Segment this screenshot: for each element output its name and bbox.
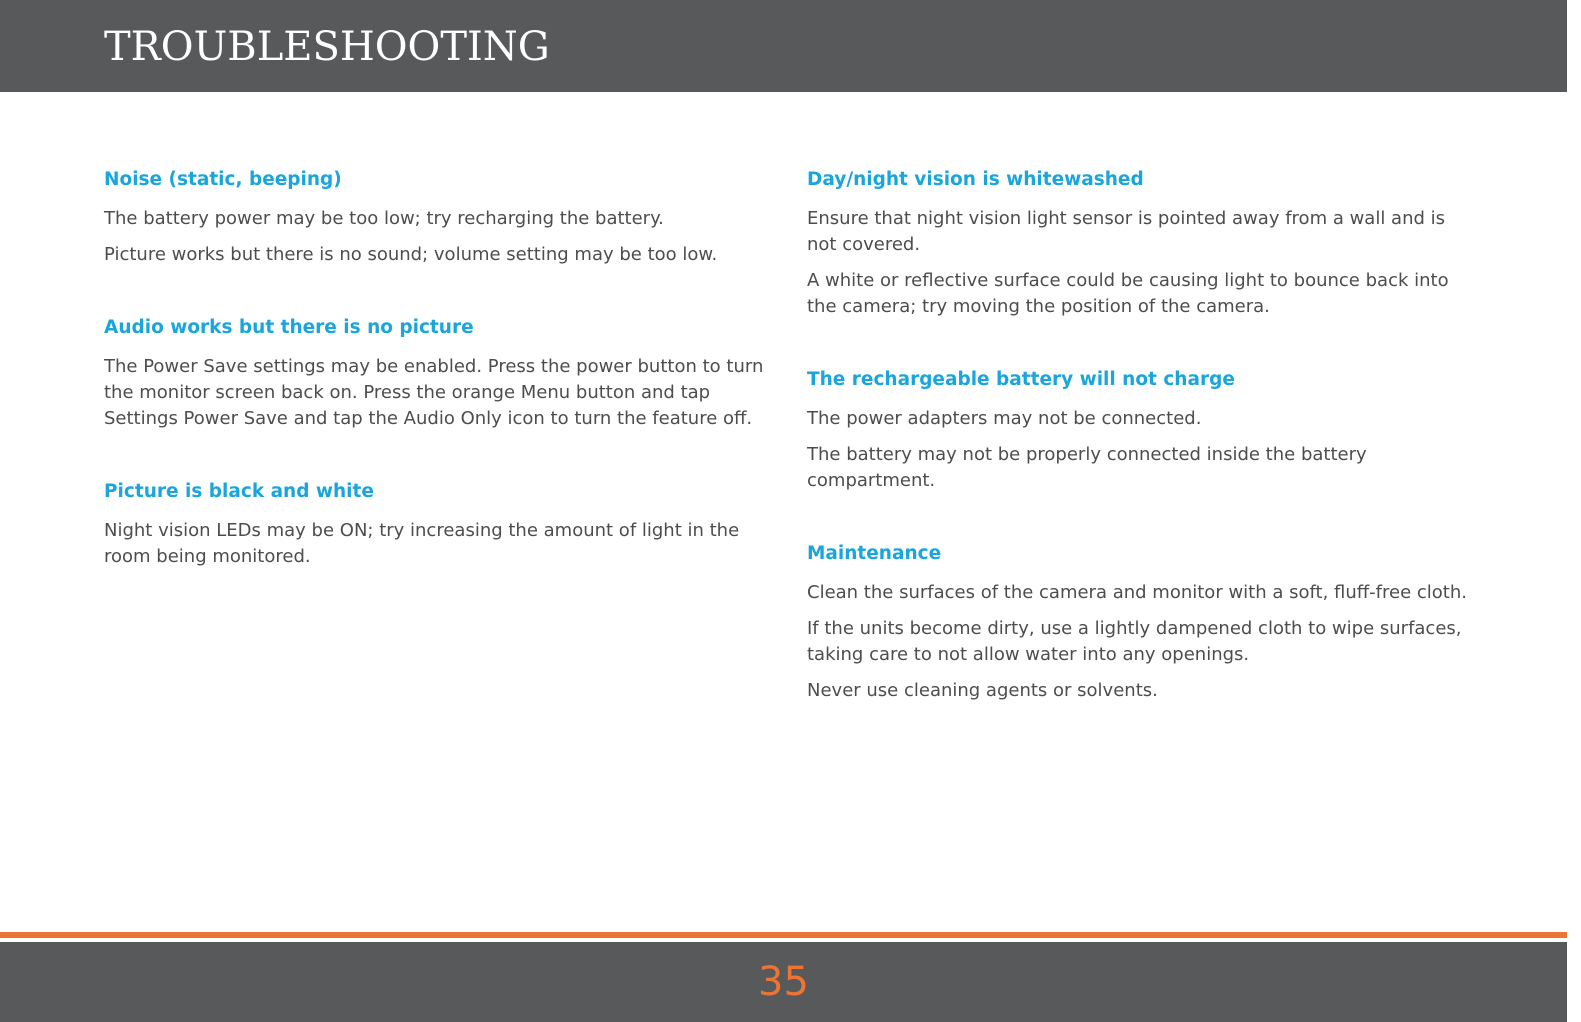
page-number: 35 bbox=[758, 959, 809, 1005]
section-heading: Noise (static, beeping) bbox=[104, 169, 342, 190]
section-heading: Day/night vision is whitewashed bbox=[807, 169, 1144, 190]
section-paragraph: Picture works but there is no sound; volume setting may be too low. bbox=[104, 244, 718, 265]
section-heading: Picture is black and white bbox=[104, 481, 374, 502]
right-column bbox=[807, 166, 1472, 750]
left-column bbox=[104, 166, 766, 616]
section-noise bbox=[104, 166, 766, 268]
section-paragraph: The Power Save settings may be enabled. Press the power button to turn the monitor screen back on. Press the orange Menu button and tap Settings Power Save and tap the Audio Only icon to turn the feature off. bbox=[104, 356, 764, 429]
section-paragraph: Never use cleaning agents or solvents. bbox=[807, 680, 1158, 701]
section-black-white bbox=[104, 478, 766, 570]
section-heading: Audio works but there is no picture bbox=[104, 317, 474, 338]
section-heading: Maintenance bbox=[807, 543, 942, 564]
section-battery-charge bbox=[807, 366, 1472, 494]
section-no-picture bbox=[104, 314, 766, 432]
section-paragraph: A white or reflective surface could be causing light to bounce back into the camera; try moving the position of the camera. bbox=[807, 270, 1449, 317]
page-title: TROUBLESHOOTING bbox=[104, 24, 550, 70]
section-heading: The rechargeable battery will not charge bbox=[807, 369, 1235, 390]
section-paragraph: If the units become dirty, use a lightly dampened cloth to wipe surfaces, taking care to not allow water into any openings. bbox=[807, 618, 1462, 665]
section-maintenance bbox=[807, 540, 1472, 704]
section-paragraph: Ensure that night vision light sensor is pointed away from a wall and is not covered. bbox=[807, 208, 1446, 255]
section-paragraph: The power adapters may not be connected. bbox=[807, 408, 1202, 429]
section-whitewashed bbox=[807, 166, 1472, 320]
section-paragraph: The battery may not be properly connected inside the battery compartment. bbox=[807, 444, 1367, 491]
section-paragraph: Clean the surfaces of the camera and monitor with a soft, fluff-free cloth. bbox=[807, 582, 1467, 603]
page-footer bbox=[0, 942, 1567, 1022]
section-paragraph: Night vision LEDs may be ON; try increasing the amount of light in the room being monitored. bbox=[104, 520, 740, 567]
page-header bbox=[0, 0, 1567, 92]
section-paragraph: The battery power may be too low; try recharging the battery. bbox=[104, 208, 664, 229]
